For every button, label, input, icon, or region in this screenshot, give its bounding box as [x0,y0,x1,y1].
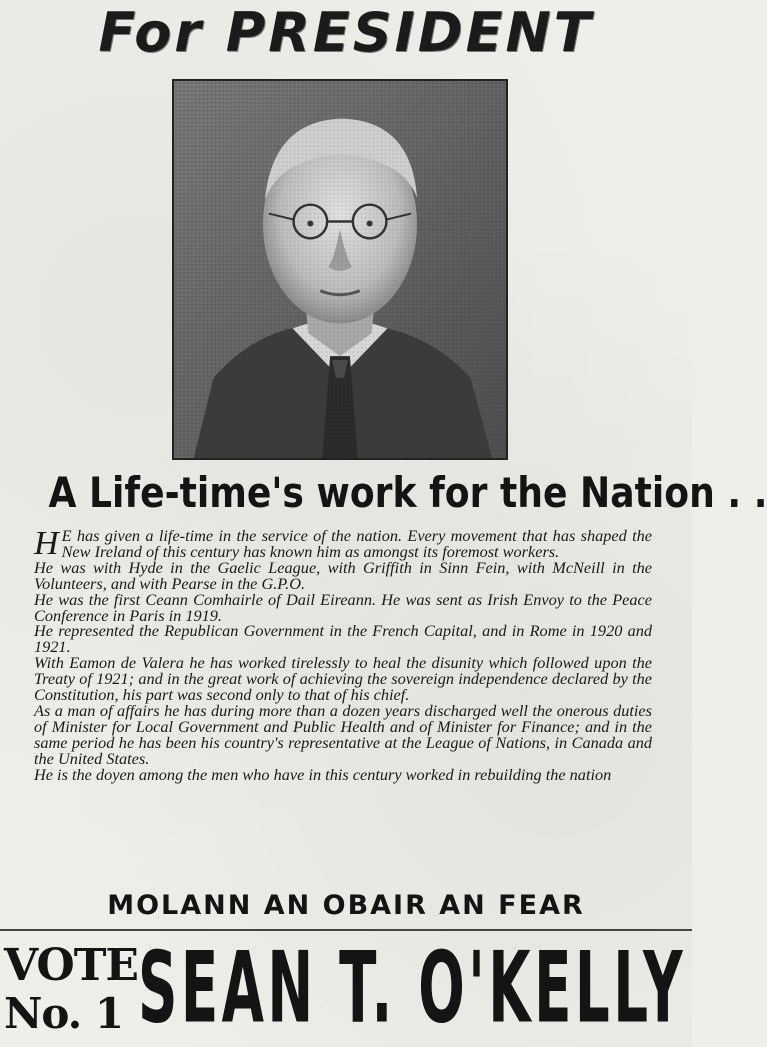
bio-paragraph: As a man of affairs he has during more than a dozen years discharged well the onerous duties of Minister for Local Government and Public Health and of Minister for Finance; and in the same period he has been his country's representative at the League of Nations, in Canada and the United States. [34,700,652,768]
bio-paragraph: He is the doyen among the men who have in this century worked in rebuilding the nation [34,764,612,784]
vote-instruction [4,940,138,1038]
candidate-name: SEAN T. O'KELLY [138,930,687,1046]
bio-paragraph: He was with Hyde in the Gaelic League, with Griffith in Sinn Fein, with McNeill in the Volunteers, and with Pearse in the G.P.O. [34,557,652,593]
slogan: MOLANN AN OBAIR AN FEAR [107,890,585,921]
bio-paragraph [34,525,652,562]
vote-label: VOTE [4,940,138,991]
bio-paragraph: He was the first Ceann Comhairle of Dail Eireann. He was sent as Irish Envoy to the Peace Conference in Paris in 1919. [34,589,652,625]
bio-paragraph-text: E has given a life-time in the service of the nation. Every movement that has shaped the New Ireland of this century has known him as amongst its foremost workers. [61,526,652,561]
candidate-portrait [172,79,508,460]
portrait-image [174,81,506,458]
poster-headline: For PRESIDENT [98,1,594,64]
poster-subheadline: A Life-time's work for the Nation . . [48,468,767,517]
bio-paragraph: He represented the Republican Government in the French Capital, and in Rome in 1920 and 1921. [34,621,652,657]
vote-number: No. 1 [4,989,124,1038]
candidate-biography [34,525,652,784]
bio-paragraph: With Eamon de Valera he has worked tirelessly to heal the disunity which followed upon the Treaty of 1921; and in the great work of achieving the sovereign independence declared by the Constitution, his part was second only to that of his chief. [34,653,652,705]
drop-cap: H [34,525,59,562]
